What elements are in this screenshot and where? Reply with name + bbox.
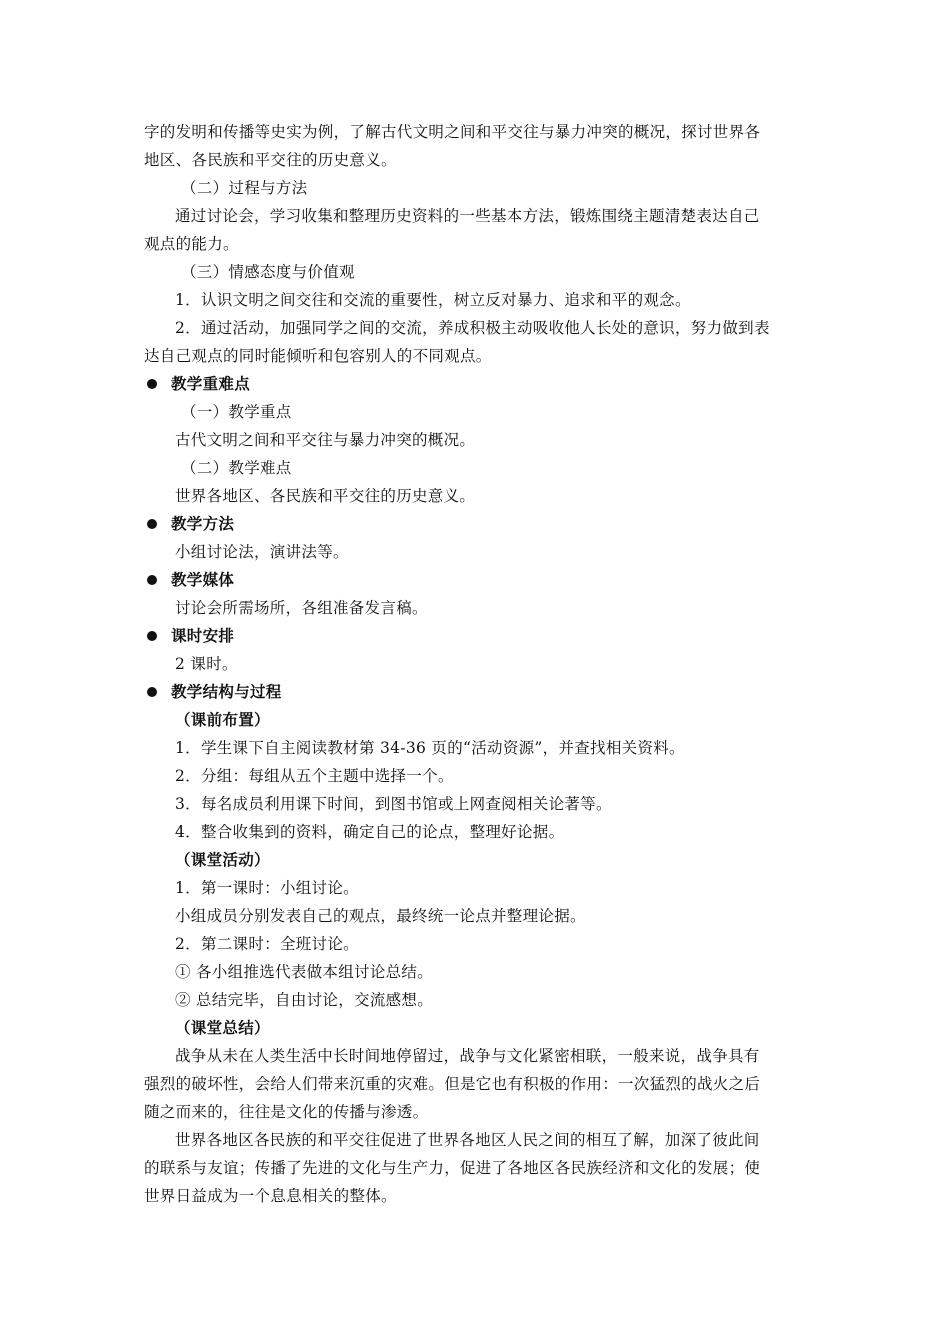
heading-text: 教学方法 <box>171 514 235 533</box>
text-line: 2 课时。 <box>175 655 238 673</box>
heading-text: 课时安排 <box>171 626 235 645</box>
text-line: 世界各地区、各民族和平交往的历史意义。 <box>175 487 476 505</box>
heading-text: 教学重难点 <box>171 374 251 393</box>
subsection-title: （课堂总结） <box>175 1018 270 1037</box>
list-item: 4．整合收集到的资料，确定自己的论点，整理好论据。 <box>175 823 565 841</box>
text-line: 战争从未在人类生活中长时间地停留过，战争与文化紧密相联，一般来说，战争具有 <box>175 1047 760 1065</box>
list-item: 2．分组：每组从五个主题中选择一个。 <box>175 767 454 785</box>
subsection-title: （二）过程与方法 <box>181 179 308 197</box>
text-line: 世界各地区各民族的和平交往促进了世界各地区人民之间的相互了解，加深了彼此间 <box>175 1131 760 1149</box>
subsection-title: （课前布置） <box>175 710 270 729</box>
section-heading-media <box>144 566 808 594</box>
text-line: 字的发明和传播等史实为例，了解古代文明之间和平交往与暴力冲突的概况，探讨世界各 <box>144 123 761 141</box>
list-item: 小组成员分别发表自己的观点，最终统一论点并整理论据。 <box>175 907 586 925</box>
text-line: 讨论会所需场所，各组准备发言稿。 <box>175 599 428 617</box>
list-item: 3．每名成员利用课下时间，到图书馆或上网查阅相关论著等。 <box>175 795 612 813</box>
text-line: 随之而来的，往往是文化的传播与渗透。 <box>144 1103 429 1121</box>
subsection-title: （二）教学难点 <box>181 459 292 477</box>
section-heading-structure <box>144 678 808 706</box>
heading-text: 教学媒体 <box>171 570 235 589</box>
text-line: 小组讨论法，演讲法等。 <box>175 543 349 561</box>
text-line: 通过讨论会，学习收集和整理历史资料的一些基本方法，锻炼围绕主题清楚表达自己 <box>175 207 760 225</box>
bullet-icon <box>147 687 157 697</box>
text-line: 地区、各民族和平交往的历史意义。 <box>144 151 397 169</box>
section-heading-schedule <box>144 622 808 650</box>
text-line: 1．认识文明之间交往和交流的重要性，树立反对暴力、追求和平的观念。 <box>175 291 691 309</box>
text-line: 观点的能力。 <box>144 235 239 253</box>
section-heading-method <box>144 510 808 538</box>
text-line: 2．通过活动，加强同学之间的交流，养成积极主动吸收他人长处的意识，努力做到表 <box>175 319 770 337</box>
text-line: 强烈的破坏性，会给人们带来沉重的灾难。但是它也有积极的作用：一次猛烈的战火之后 <box>144 1075 761 1093</box>
text-line: 世界日益成为一个息息相关的整体。 <box>144 1187 397 1205</box>
text-line: 的联系与友谊；传播了先进的文化与生产力，促进了各地区各民族经济和文化的发展；使 <box>144 1159 761 1177</box>
list-item: 2．第二课时：全班讨论。 <box>175 935 359 953</box>
list-item: ① 各小组推选代表做本组讨论总结。 <box>175 963 434 981</box>
bullet-icon <box>147 575 157 585</box>
bullet-icon <box>147 519 157 529</box>
document-body <box>144 118 808 1210</box>
section-heading-key-points <box>144 370 808 398</box>
subsection-title: （课堂活动） <box>175 850 270 869</box>
heading-text: 教学结构与过程 <box>171 682 282 701</box>
text-line: 达自己观点的同时能倾听和包容别人的不同观点。 <box>144 347 492 365</box>
list-item: ② 总结完毕，自由讨论，交流感想。 <box>175 991 434 1009</box>
bullet-icon <box>147 379 157 389</box>
subsection-title: （三）情感态度与价值观 <box>181 263 355 281</box>
text-line: 古代文明之间和平交往与暴力冲突的概况。 <box>175 431 476 449</box>
subsection-title: （一）教学重点 <box>181 403 292 421</box>
bullet-icon <box>147 631 157 641</box>
list-item: 1．学生课下自主阅读教材第 34-36 页的“活动资源”，并查找相关资料。 <box>175 739 685 757</box>
list-item: 1．第一课时：小组讨论。 <box>175 879 359 897</box>
